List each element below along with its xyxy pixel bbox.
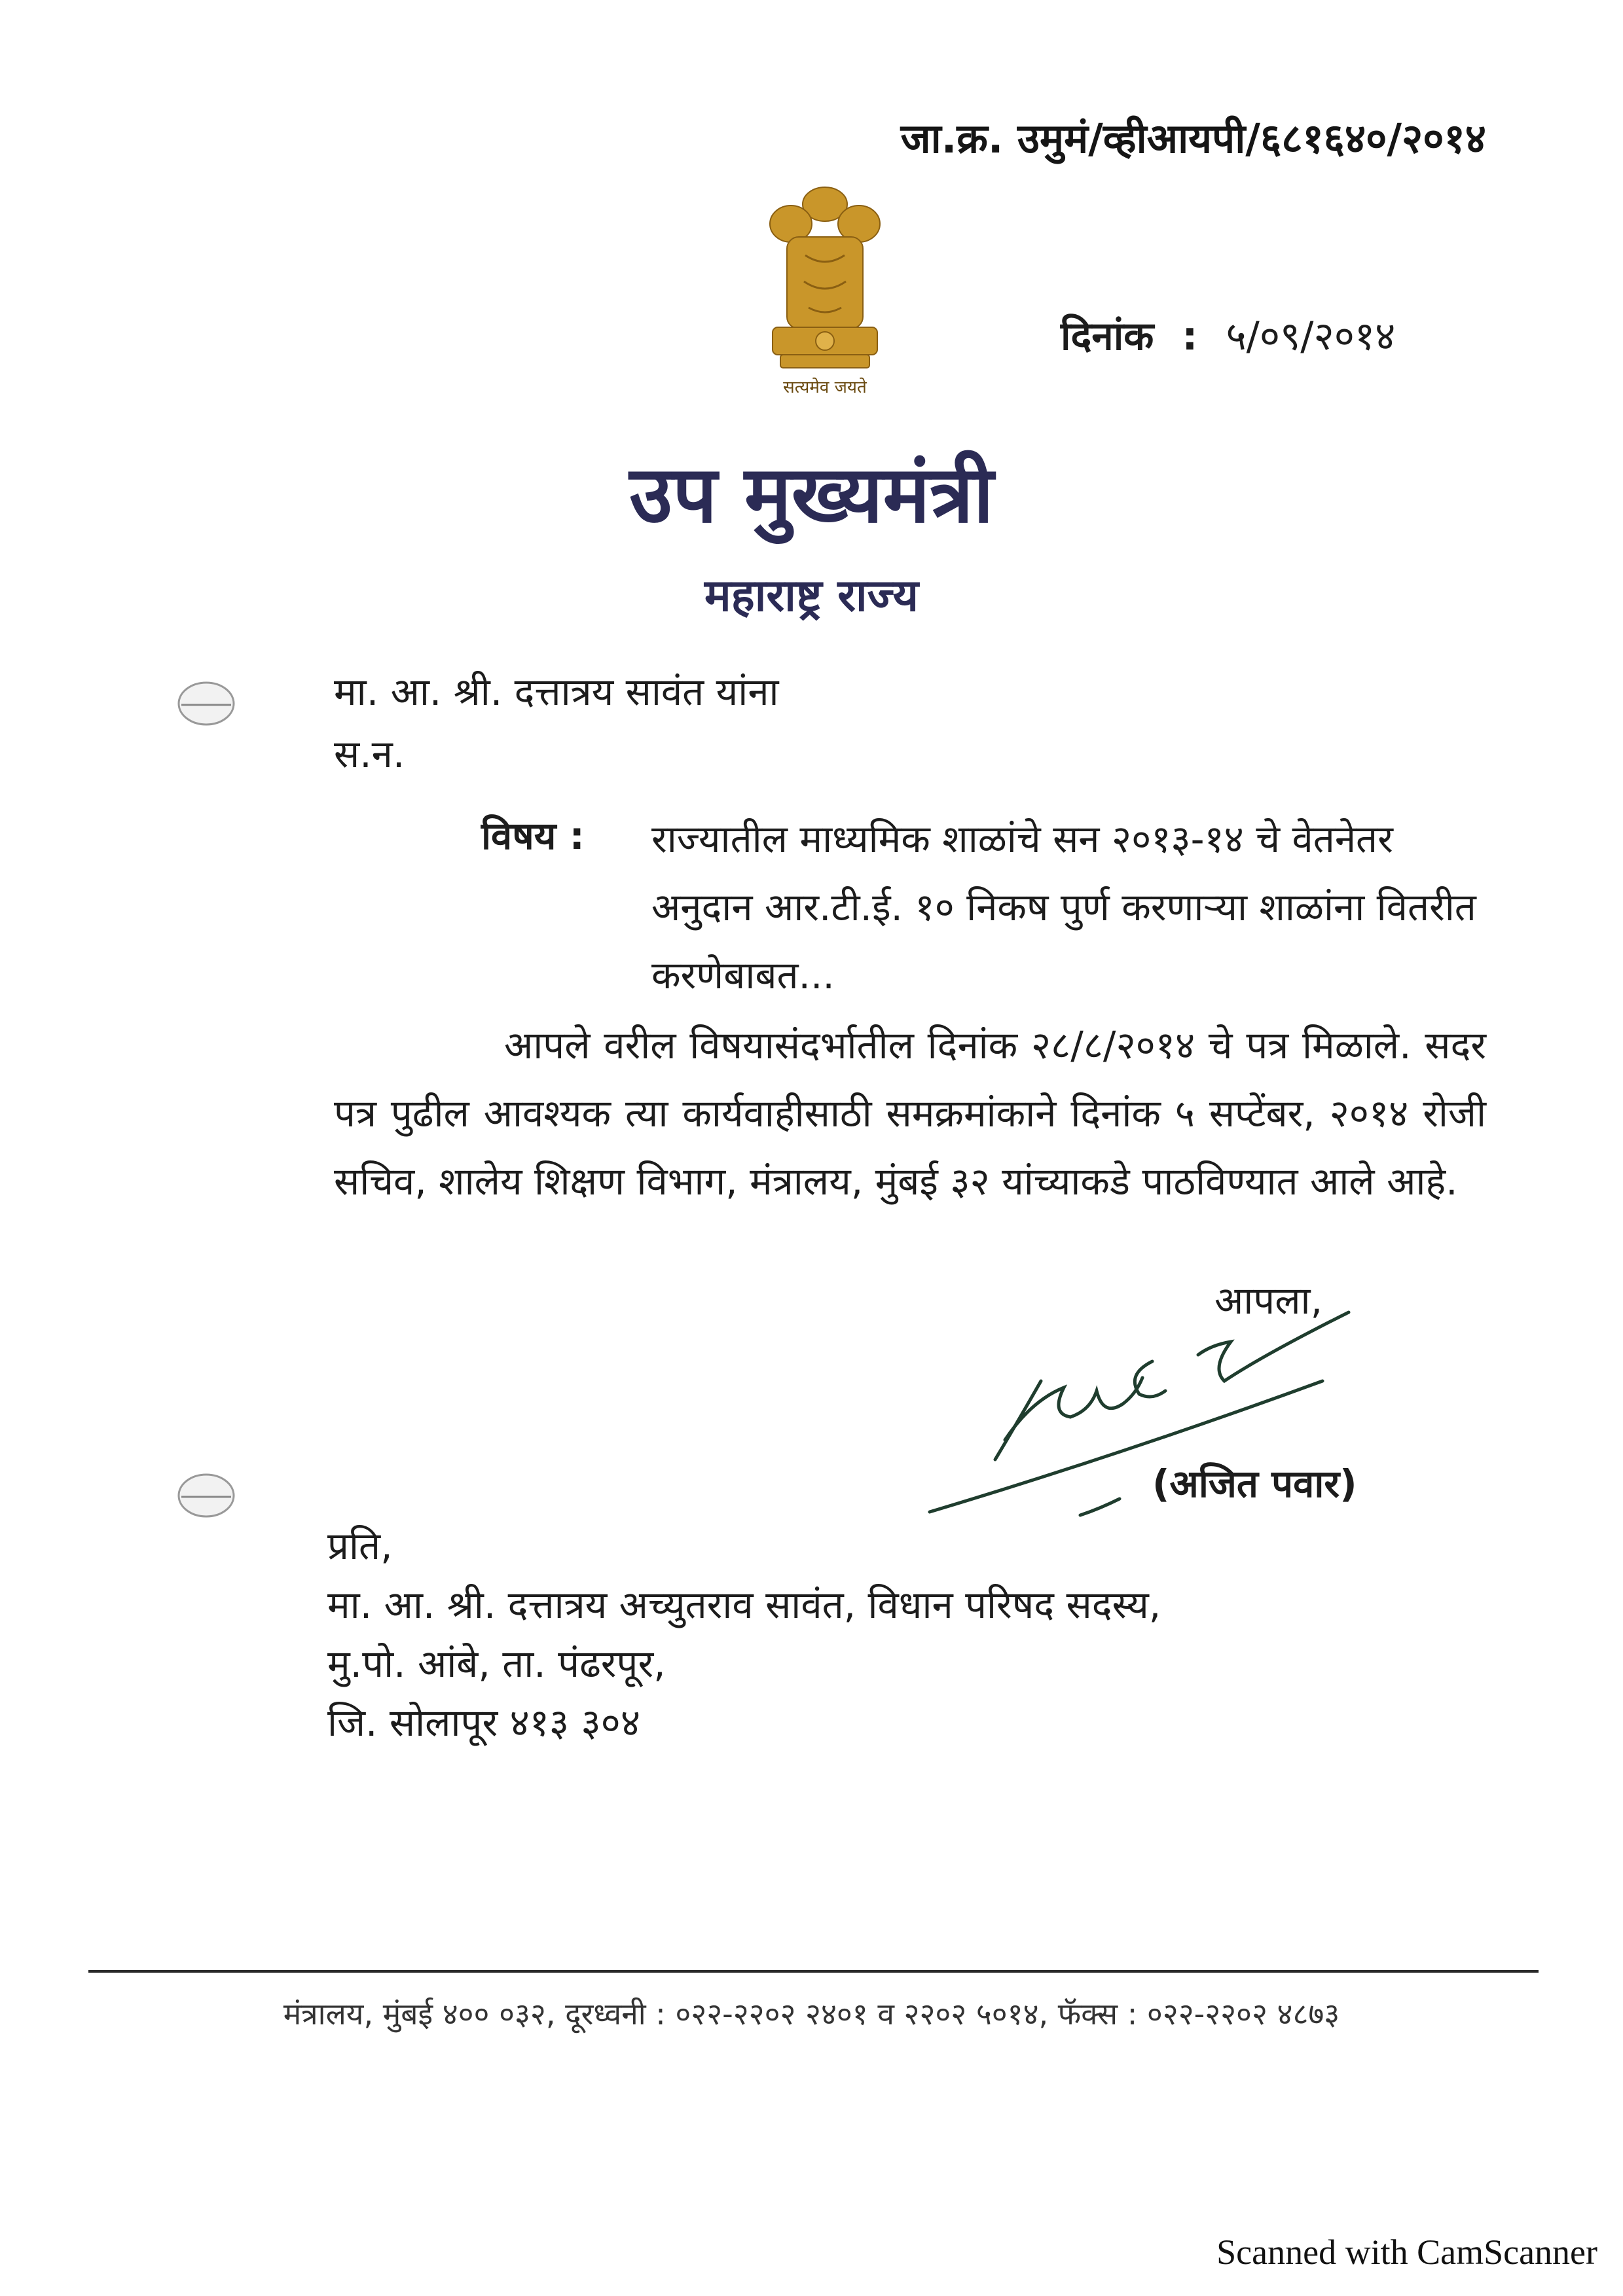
date-value: ५/०९/२०१४: [1226, 314, 1396, 359]
footer-divider: [88, 1970, 1539, 1973]
national-emblem-icon: [746, 177, 903, 412]
body-paragraph: आपले वरील विषयासंदर्भातील दिनांक २८/८/२०१४ चे पत्र मिळाले. सदर पत्र पुढील आवश्यक त्या कार्यवाहीसाठी समक्रमांकाने दिनांक ५ सप्टेंबर, २०१४ रोजी सचिव, शालेय शिक्षण विभाग, मंत्रालय, मुंबई ३२ यांच्याकडे पाठविण्यात आले आहे.: [334, 1023, 1486, 1204]
recipient-line-2: मु.पो. आंबे, ता. पंढरपूर,: [327, 1641, 666, 1686]
addressee-line: मा. आ. श्री. दत्तात्रय सावंत यांना: [334, 670, 779, 714]
scanner-watermark: Scanned with CamScanner: [1216, 2233, 1597, 2272]
hole-punch-top: [173, 677, 239, 730]
subject-label: विषय :: [481, 814, 585, 858]
date-line: [1061, 308, 1519, 361]
recipient-line-3: जि. सोलापूर ४१३ ३०४: [327, 1700, 641, 1745]
reference-number: जा.क्र. उमुमं/व्हीआयपी/६८१६४०/२०१४: [900, 115, 1486, 162]
recipient-label: प्रति,: [327, 1524, 393, 1568]
date-separator: :: [1182, 314, 1198, 359]
letterhead-state: महाराष्ट्र राज्य: [704, 570, 919, 622]
closing-salutation: आपला,: [1214, 1278, 1323, 1323]
emblem-motto: सत्यमेव जयते: [783, 378, 867, 397]
subject-text: राज्यातील माध्यमिक शाळांचे सन २०१३-१४ चे वेतनेतर अनुदान आर.टी.ई. १० निकष पुर्ण करणाऱ्या शाळांना वितरीत करणेबाबत...: [651, 817, 1476, 997]
recipient-line-1: मा. आ. श्री. दत्तात्रय अच्युतराव सावंत, विधान परिषद सदस्य,: [327, 1583, 1161, 1627]
hole-punch-bottom: [173, 1469, 239, 1522]
salutation-line: स.न.: [334, 732, 405, 776]
signer-name: (अजित पवार): [1152, 1462, 1357, 1506]
date-label: दिनांक: [1061, 314, 1154, 359]
letterhead-title: उप मुख्यमंत्री: [629, 448, 994, 541]
footer-contact: मंत्रालय, मुंबई ४०० ०३२, दूरध्वनी : ०२२-२२०२ २४०१ व २२०२ ५०१४, फॅक्स : ०२२-२२०२ ४८७३: [283, 1996, 1340, 2032]
